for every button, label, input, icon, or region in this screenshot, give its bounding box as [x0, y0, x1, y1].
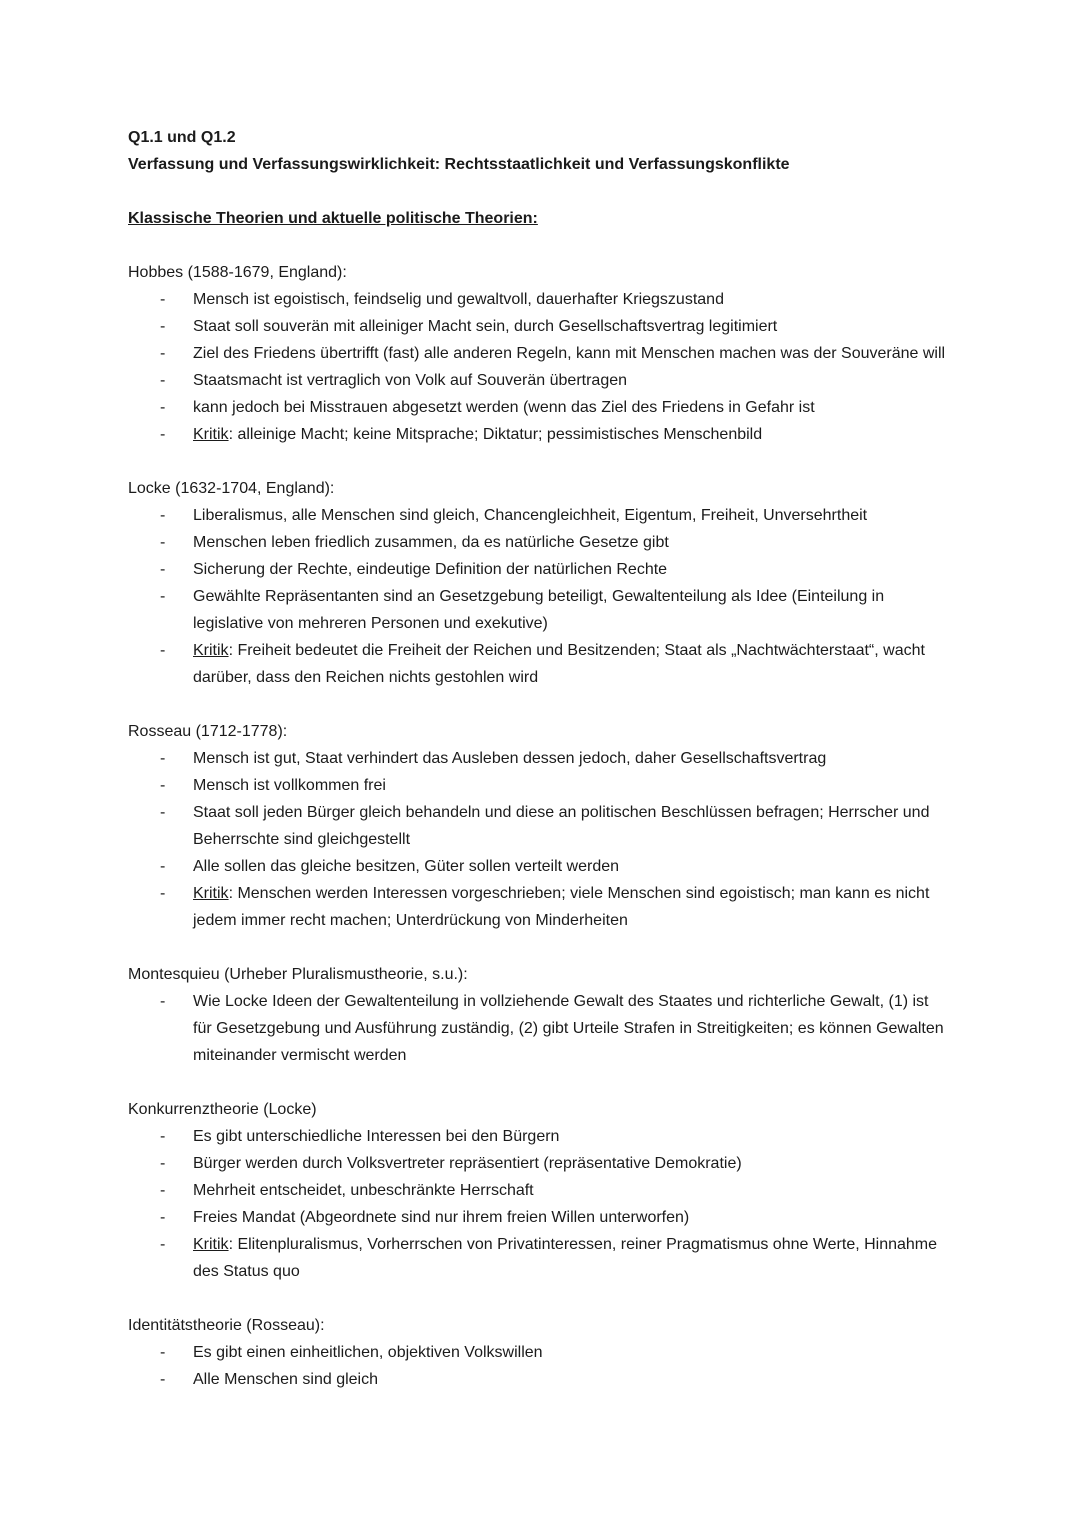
bullet-item	[128, 340, 952, 367]
bullet-text: Alle sollen das gleiche besitzen, Güter sollen verteilt werden	[193, 858, 620, 875]
bullet-item	[128, 1231, 952, 1285]
bullet-text: Staat soll jeden Bürger gleich behandeln und diese an politischen Beschlüssen befragen; Herrscher und Beherrschte sind gleichgestellt	[193, 804, 930, 848]
section-heading: Rosseau (1712-1778):	[128, 723, 288, 740]
bullet-text: Mensch ist vollkommen frei	[193, 777, 386, 794]
bullet-item	[128, 313, 952, 340]
bullet-item	[128, 529, 952, 556]
bullet-item	[128, 637, 952, 691]
section	[128, 718, 952, 934]
section	[128, 1096, 952, 1285]
bullet-text: Menschen leben friedlich zusammen, da es natürliche Gesetze gibt	[193, 534, 669, 551]
bullet-text: Mehrheit entscheidet, unbeschränkte Herrschaft	[193, 1182, 534, 1199]
kritik-label: Kritik	[193, 426, 229, 443]
bullet-dash: -	[160, 1128, 166, 1145]
bullet-item	[128, 583, 952, 637]
bullet-dash: -	[160, 291, 166, 308]
bullet-item	[128, 799, 952, 853]
bullet-text: Liberalismus, alle Menschen sind gleich, Chancengleichheit, Eigentum, Freiheit, Unversehrtheit	[193, 507, 868, 524]
bullet-dash: -	[160, 1344, 166, 1361]
bullet-text: Gewählte Repräsentanten sind an Gesetzgebung beteiligt, Gewaltenteilung als Idee (Einteilung in legislative von mehreren Personen und exekutive)	[193, 588, 885, 632]
section-heading: Hobbes (1588-1679, England):	[128, 264, 347, 281]
bullet-item	[128, 286, 952, 313]
bullet-item	[128, 502, 952, 529]
bullet-item	[128, 556, 952, 583]
bullet-dash: -	[160, 318, 166, 335]
bullet-text: Freies Mandat (Abgeordnete sind nur ihrem freien Willen unterworfen)	[193, 1209, 690, 1226]
section-heading: Identitätstheorie (Rosseau):	[128, 1317, 325, 1334]
bullet-item	[128, 1366, 952, 1393]
bullet-item	[128, 1177, 952, 1204]
kritik-label: Kritik	[193, 642, 229, 659]
bullet-dash: -	[160, 534, 166, 551]
bullet-item	[128, 745, 952, 772]
bullet-dash: -	[160, 1209, 166, 1226]
bullet-dash: -	[160, 642, 166, 659]
bullet-text: Sicherung der Rechte, eindeutige Definition der natürlichen Rechte	[193, 561, 668, 578]
bullet-dash: -	[160, 399, 166, 416]
bullet-text: Kritik: alleinige Macht; keine Mitsprache; Diktatur; pessimistisches Menschenbild	[193, 426, 763, 443]
bullet-dash: -	[160, 804, 166, 821]
bullet-text: Mensch ist egoistisch, feindselig und gewaltvoll, dauerhafter Kriegszustand	[193, 291, 724, 308]
bullet-text: Kritik: Freiheit bedeutet die Freiheit der Reichen und Besitzenden; Staat als „Nachtwächterstaat“, wacht darüber, dass den Reichen nichts gestohlen wird	[193, 642, 925, 686]
bullet-text: Es gibt unterschiedliche Interessen bei den Bürgern	[193, 1128, 560, 1145]
bullet-dash: -	[160, 777, 166, 794]
doc-section-header: Klassische Theorien und aktuelle politische Theorien:	[128, 210, 538, 227]
bullet-item	[128, 1150, 952, 1177]
section	[128, 259, 952, 448]
sections-container	[128, 259, 952, 1393]
bullet-item	[128, 1204, 952, 1231]
bullet-dash: -	[160, 345, 166, 362]
bullet-dash: -	[160, 750, 166, 767]
bullet-dash: -	[160, 426, 166, 443]
bullet-dash: -	[160, 588, 166, 605]
doc-title: Q1.1 und Q1.2	[128, 129, 236, 146]
section	[128, 475, 952, 691]
bullet-text: Bürger werden durch Volksvertreter repräsentiert (repräsentative Demokratie)	[193, 1155, 742, 1172]
section-heading: Konkurrenztheorie (Locke)	[128, 1101, 317, 1118]
bullet-dash: -	[160, 372, 166, 389]
bullet-text: Kritik: Elitenpluralismus, Vorherrschen von Privatinteressen, reiner Pragmatismus ohne Werte, Hinnahme des Status quo	[193, 1236, 938, 1280]
bullet-dash: -	[160, 1371, 166, 1388]
bullet-item	[128, 394, 952, 421]
bullet-item	[128, 880, 952, 934]
bullet-dash: -	[160, 507, 166, 524]
bullet-dash: -	[160, 993, 166, 1010]
bullet-dash: -	[160, 561, 166, 578]
bullet-text: Ziel des Friedens übertrifft (fast) alle anderen Regeln, kann mit Menschen machen was der Souveräne will	[193, 345, 946, 362]
bullet-text: Alle Menschen sind gleich	[193, 1371, 378, 1388]
bullet-text: Staatsmacht ist vertraglich von Volk auf Souverän übertragen	[193, 372, 628, 389]
bullet-item	[128, 1339, 952, 1366]
bullet-text: Kritik: Menschen werden Interessen vorgeschrieben; viele Menschen sind egoistisch; man kann es nicht jedem immer recht machen; Unterdrückung von Minderheiten	[193, 885, 930, 929]
section-heading: Locke (1632-1704, England):	[128, 480, 335, 497]
bullet-item	[128, 1123, 952, 1150]
section	[128, 1312, 952, 1393]
bullet-item	[128, 853, 952, 880]
bullet-item	[128, 421, 952, 448]
bullet-dash: -	[160, 858, 166, 875]
bullet-dash: -	[160, 1236, 166, 1253]
section	[128, 961, 952, 1069]
bullet-text: Staat soll souverän mit alleiniger Macht sein, durch Gesellschaftsvertrag legitimiert	[193, 318, 778, 335]
section-heading: Montesquieu (Urheber Pluralismustheorie, s.u.):	[128, 966, 468, 983]
bullet-text: kann jedoch bei Misstrauen abgesetzt werden (wenn das Ziel des Friedens in Gefahr ist	[193, 399, 815, 416]
bullet-dash: -	[160, 885, 166, 902]
bullet-dash: -	[160, 1182, 166, 1199]
bullet-item	[128, 367, 952, 394]
doc-subtitle: Verfassung und Verfassungswirklichkeit: Rechtsstaatlichkeit und Verfassungskonflikte	[128, 156, 790, 173]
bullet-text: Wie Locke Ideen der Gewaltenteilung in vollziehende Gewalt des Staates und richterliche Gewalt, (1) ist für Gesetzgebung und Ausführung zuständig, (2) gibt Urteile Strafen in Streitigkeiten; es können Gewalten miteinander vermischt werden	[193, 993, 944, 1064]
bullet-item	[128, 988, 952, 1069]
kritik-label: Kritik	[193, 885, 229, 902]
bullet-dash: -	[160, 1155, 166, 1172]
bullet-text: Es gibt einen einheitlichen, objektiven Volkswillen	[193, 1344, 543, 1361]
bullet-text: Mensch ist gut, Staat verhindert das Ausleben dessen jedoch, daher Gesellschaftsvertrag	[193, 750, 827, 767]
blank-line	[128, 178, 952, 205]
bullet-item	[128, 772, 952, 799]
kritik-label: Kritik	[193, 1236, 229, 1253]
